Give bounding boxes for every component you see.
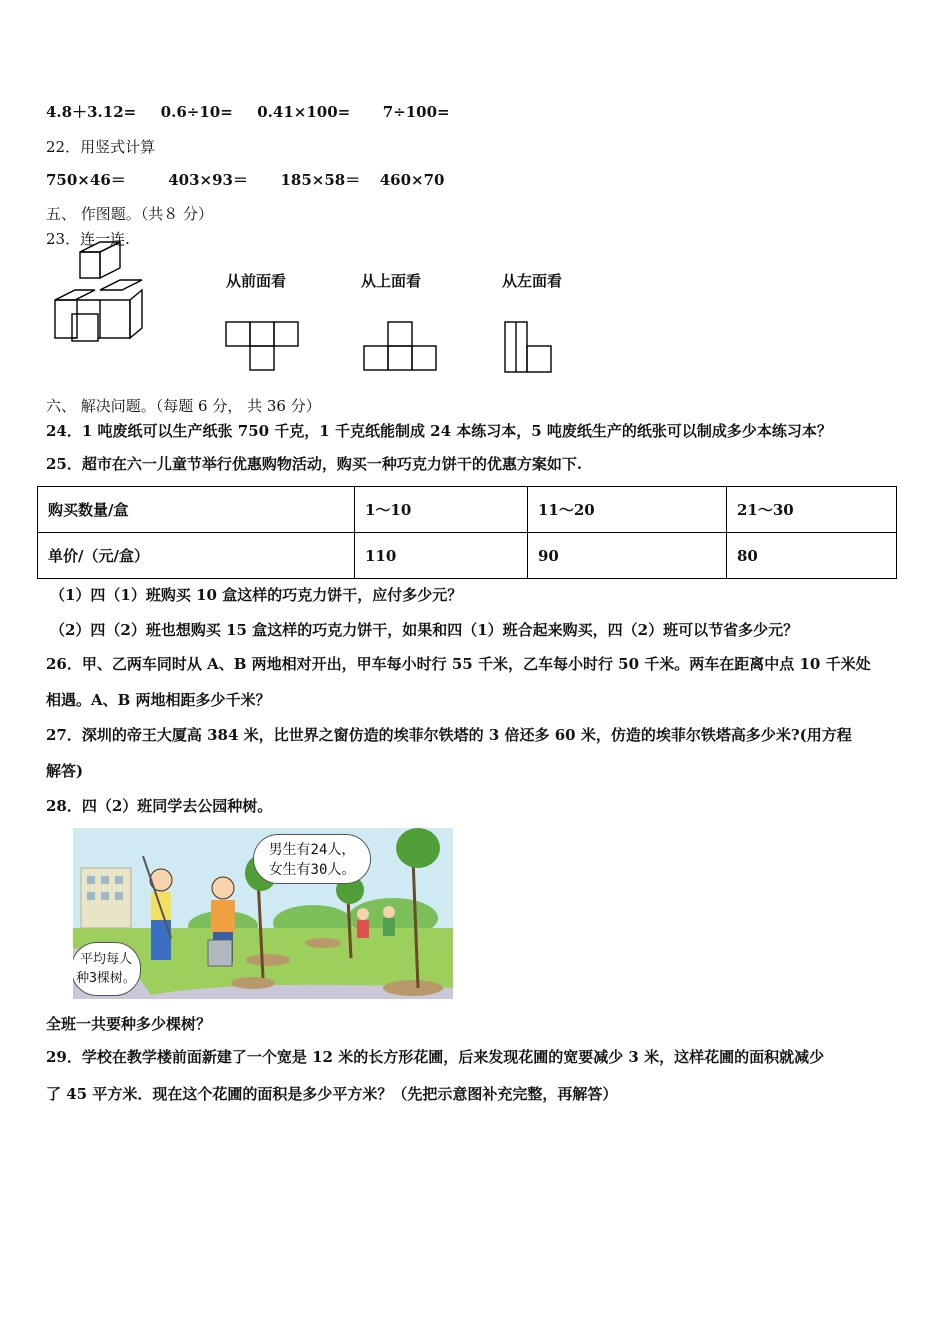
cube-stack-figure xyxy=(50,240,150,344)
q26-line1: 26．甲、乙两车同时从 A、B 两地相对开出，甲车每小时行 55 千米，乙车每小时行 50 千米。两车在距离中点 10 千米处 xyxy=(46,655,871,673)
q25-sub2: （2）四（2）班也想购买 15 盒这样的巧克力饼干，如果和四（1）班合起来购买，四（2）班可以节省多少元？ xyxy=(50,621,799,639)
q26-line2: 相遇。A、B 两地相距多少千米？ xyxy=(46,691,271,709)
bubble-avg-text-1: 平均每人 xyxy=(79,952,132,967)
q28-question: 全班一共要种多少棵树？ xyxy=(46,1015,212,1033)
speech-bubble-students xyxy=(253,834,371,884)
table-cell: 1～10 xyxy=(355,487,528,533)
bubble-avg-text-2: 种3棵树。 xyxy=(76,971,136,986)
vertical-calc-item: 750×46＝ xyxy=(46,171,126,189)
table-cell: 单价/（元/盒） xyxy=(38,533,355,579)
vertical-calc-item: 403×93＝ xyxy=(168,171,248,189)
bubble-boys-text: 男生有24人， xyxy=(268,842,356,858)
section-6-title: 六、 解决问题。（每题 6 分， 共 36 分） xyxy=(46,397,321,415)
left-view-figure xyxy=(503,320,559,374)
calc-item: 0.6÷10= xyxy=(160,103,233,121)
q25-sub1: （1）四（1）班购买 10 盒这样的巧克力饼干，应付多少元？ xyxy=(50,586,463,604)
tree-planting-illustration xyxy=(73,828,453,999)
calc-item: 0.41×100= xyxy=(257,103,351,121)
section-5-title: 五、 作图题。（共８ 分） xyxy=(46,205,214,223)
q21-calc-line xyxy=(46,102,450,122)
calc-item: 7÷100= xyxy=(382,103,450,121)
price-table xyxy=(37,486,897,579)
calc-item: 4.8＋3.12= xyxy=(46,103,137,121)
q24-text: 24．1 吨废纸可以生产纸张 750 千克，1 千克纸能制成 24 本练习本，5 吨废纸生产的纸张可以制成多少本练习本？ xyxy=(46,422,832,440)
table-cell: 21～30 xyxy=(727,487,897,533)
q22-items xyxy=(46,170,444,190)
top-view-label: 从上面看 xyxy=(361,272,422,290)
front-view-label: 从前面看 xyxy=(226,272,287,290)
vertical-calc-item: 185×58＝ xyxy=(280,171,361,189)
q29-line1: 29．学校在教学楼前面新建了一个宽是 12 米的长方形花圃，后来发现花圃的宽要减少 3 米，这样花圃的面积就减少 xyxy=(46,1048,825,1066)
bubble-girls-text: 女生有30人。 xyxy=(268,862,356,878)
speech-bubble-average xyxy=(73,942,141,996)
table-cell: 购买数量/盒 xyxy=(38,487,355,533)
left-view-label: 从左面看 xyxy=(502,272,563,290)
q27-line2: 解答) xyxy=(46,762,84,780)
q29-line2: 了 45 平方米．现在这个花圃的面积是多少平方米？（先把示意图补充完整，再解答） xyxy=(46,1085,618,1103)
q25-text: 25．超市在六一儿童节举行优惠购物活动，购买一种巧克力饼干的优惠方案如下. xyxy=(46,455,583,473)
q27-line1: 27．深圳的帝王大厦高 384 米，比世界之窗仿造的埃菲尔铁塔的 3 倍还多 60 米，仿造的埃菲尔铁塔高多少米?(用方程 xyxy=(46,726,852,744)
vertical-calc-item: 460×70 xyxy=(379,171,445,189)
table-row xyxy=(38,487,897,533)
table-cell: 11～20 xyxy=(528,487,727,533)
q28-title: 28．四（2）班同学去公园种树。 xyxy=(46,797,273,815)
q22-title: 22．用竖式计算 xyxy=(46,138,156,156)
front-view-figure xyxy=(224,320,304,372)
top-view-figure xyxy=(362,320,442,372)
table-cell: 110 xyxy=(355,533,528,579)
q23-title: 23．连一连. xyxy=(46,230,130,248)
table-cell: 80 xyxy=(727,533,897,579)
table-cell: 90 xyxy=(528,533,727,579)
table-row xyxy=(38,533,897,579)
